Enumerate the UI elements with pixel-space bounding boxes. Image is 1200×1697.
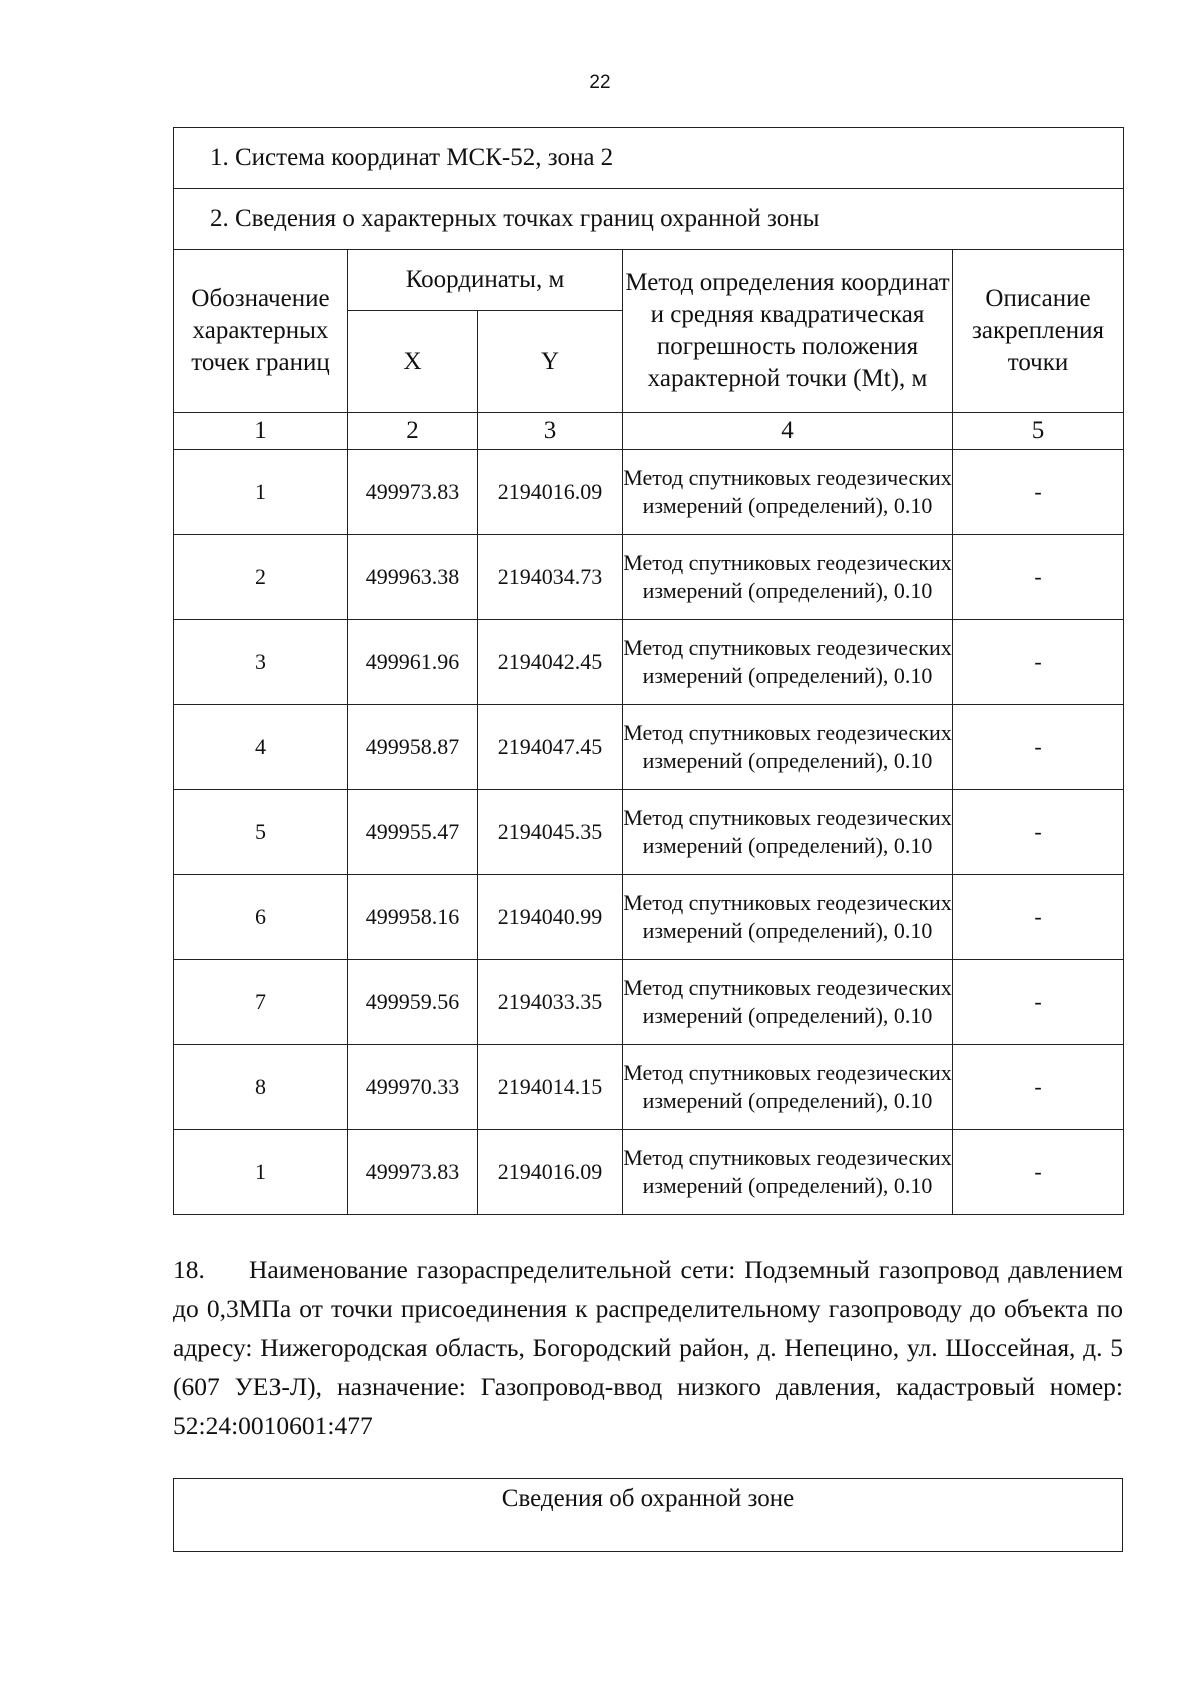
coordinates-table [173,127,1124,1215]
x-coordinate-cell: 499973.83 [348,450,478,535]
column-number: 2 [348,413,478,450]
table-row [174,620,1124,705]
point-cell: 7 [174,960,348,1045]
point-cell: 3 [174,620,348,705]
x-coordinate-cell: 499958.87 [348,705,478,790]
description-cell: - [953,790,1124,875]
y-coordinate-cell: 2194034.73 [478,535,623,620]
table-row [174,790,1124,875]
paragraph-number: 18. [173,1255,205,1284]
point-cell: 4 [174,705,348,790]
description-cell: - [953,875,1124,960]
header-x: X [348,311,478,413]
table-row [174,960,1124,1045]
method-cell: Метод спутниковых геодезических измерений (определений), 0.10 [623,450,953,535]
boundary-points-section-label: 2. Сведения о характерных точках границ охранной зоны [174,189,1124,250]
y-coordinate-cell: 2194042.45 [478,620,623,705]
x-coordinate-cell: 499959.56 [348,960,478,1045]
header-coordinates: Координаты, м [348,250,623,311]
method-cell: Метод спутниковых геодезических измерений (определений), 0.10 [623,535,953,620]
description-cell: - [953,620,1124,705]
y-coordinate-cell: 2194047.45 [478,705,623,790]
y-coordinate-cell: 2194045.35 [478,790,623,875]
method-cell: Метод спутниковых геодезических измерений (определений), 0.10 [623,790,953,875]
method-cell: Метод спутниковых геодезических измерений (определений), 0.10 [623,705,953,790]
paragraph-text: Наименование газораспределительной сети: Подземный газопровод давлением до 0,3МПа от точки присоединения к распределительному газопроводу до объекта по адресу: Нижегородская область, Богородский район, д. Непецино, ул. Шоссейная, д. 5 (607 УЕЗ-Л), назначение: Газопровод-ввод низкого давления, кадастровый номер: 52:24:0010601:477 [173,1255,1123,1440]
table-row [174,875,1124,960]
column-number: 3 [478,413,623,450]
page-number: 22 [589,72,611,93]
header-method: Метод определения координат и средняя квадратическая погрешность положения характерной точки (Mt), м [623,250,953,413]
y-coordinate-cell: 2194033.35 [478,960,623,1045]
method-cell: Метод спутниковых геодезических измерений (определений), 0.10 [623,1045,953,1130]
table-row [174,450,1124,535]
column-number: 5 [953,413,1124,450]
description-cell: - [953,1130,1124,1215]
table-row [174,1045,1124,1130]
x-coordinate-cell: 499970.33 [348,1045,478,1130]
y-coordinate-cell: 2194016.09 [478,1130,623,1215]
column-number: 4 [623,413,953,450]
point-cell: 6 [174,875,348,960]
gas-network-paragraph [173,1250,1123,1445]
x-coordinate-cell: 499961.96 [348,620,478,705]
method-cell: Метод спутниковых геодезических измерений (определений), 0.10 [623,960,953,1045]
y-coordinate-cell: 2194016.09 [478,450,623,535]
method-cell: Метод спутниковых геодезических измерений (определений), 0.10 [623,1130,953,1215]
y-coordinate-cell: 2194014.15 [478,1045,623,1130]
coordinate-system-label: 1. Система координат МСК-52, зона 2 [174,128,1124,189]
point-cell: 1 [174,450,348,535]
protection-zone-table [173,1478,1123,1552]
header-designation: Обозначение характерных точек границ [174,250,348,413]
protection-zone-title: Сведения об охранной зоне [174,1479,1123,1552]
description-cell: - [953,535,1124,620]
point-cell: 5 [174,790,348,875]
x-coordinate-cell: 499958.16 [348,875,478,960]
method-cell: Метод спутниковых геодезических измерений (определений), 0.10 [623,620,953,705]
point-cell: 1 [174,1130,348,1215]
y-coordinate-cell: 2194040.99 [478,875,623,960]
point-cell: 2 [174,535,348,620]
header-description: Описание закрепления точки [953,250,1124,413]
table-row [174,705,1124,790]
table-row [174,535,1124,620]
description-cell: - [953,1045,1124,1130]
point-cell: 8 [174,1045,348,1130]
x-coordinate-cell: 499955.47 [348,790,478,875]
header-y: Y [478,311,623,413]
x-coordinate-cell: 499973.83 [348,1130,478,1215]
description-cell: - [953,705,1124,790]
column-number: 1 [174,413,348,450]
description-cell: - [953,960,1124,1045]
table-row [174,1130,1124,1215]
x-coordinate-cell: 499963.38 [348,535,478,620]
description-cell: - [953,450,1124,535]
method-cell: Метод спутниковых геодезических измерений (определений), 0.10 [623,875,953,960]
